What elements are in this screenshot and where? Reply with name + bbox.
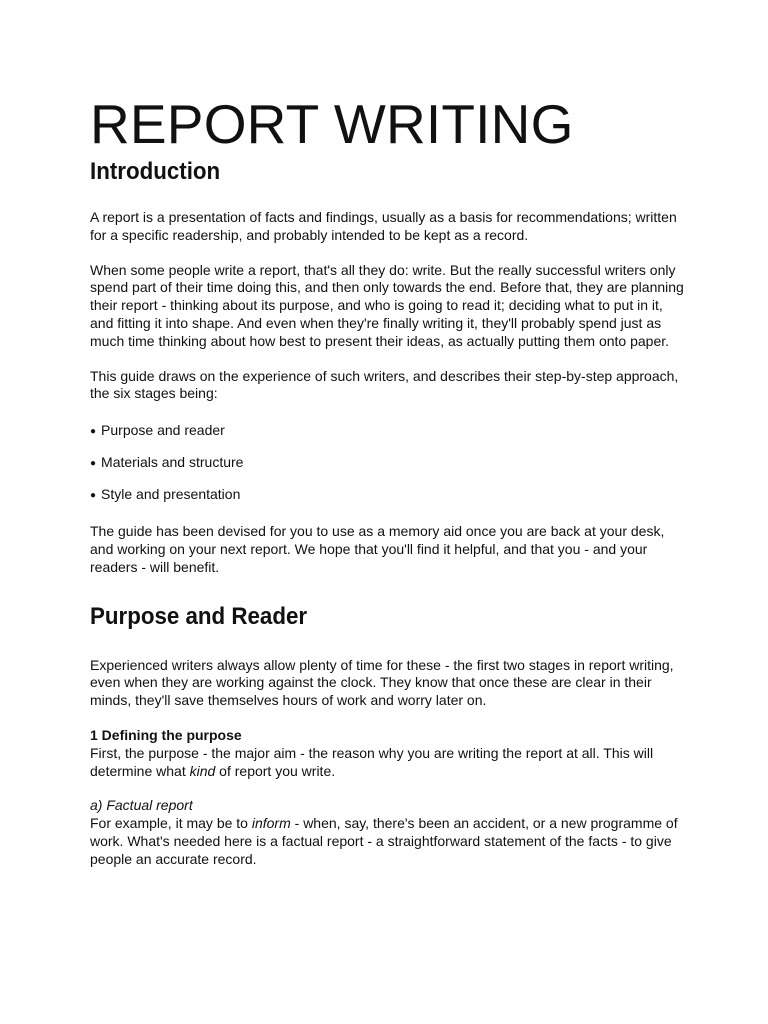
subsection-text-before: First, the purpose - the major aim - the reason why you are writing the report at all. This will determine what [90,744,654,779]
document-page [90,88,690,869]
bullet-icon: ● [90,458,97,470]
bullet-text: Style and presentation [101,486,241,503]
bullet-item [90,454,690,472]
factual-text-italic: inform [251,815,291,832]
bullet-item [90,486,690,504]
subsection-heading: 1 Defining the purpose [90,726,242,743]
factual-text-after: - when, say, there's been an accident, or a new programme of work. What's needed here is a factual report - a straightforward statement of the facts - to give people an accurate record. [90,815,678,867]
factual-text-before: For example, it may be to [90,815,252,832]
intro-paragraph-2: When some people write a report, that's all they do: write. But the really successful writers only spend part of their time doing this, and then only towards the end. Before that, they are planning their report - thinking about its purpose, and who is going to read it; deciding what to put in it, and fitting it into shape. And even when they're finally writing it, they'll probably spend just as much time thinking about how best to present their ideas, as actually putting them onto paper. [90,261,684,349]
subsection-paragraph [90,745,690,781]
intro-paragraph-4: The guide has been devised for you to use as a memory aid once you are back at your desk, and working on your next report. We hope that you'll find it helpful, and that you - and your readers - will benefit. [90,523,665,575]
bullet-item [90,422,690,440]
section-paragraph-1: Experienced writers always allow plenty of time for these - the first two stages in report writing, even when they are working against the clock. They know that once these are clear in their minds, they'll save themselves hours of work and worry later on. [90,656,674,709]
intro-paragraph-1: A report is a presentation of facts and findings, usually as a basis for recommendations; written for a specific readership, and probably intended to be kept as a record. [90,209,677,243]
section-heading: Purpose and Reader [90,602,308,630]
factual-report-paragraph [90,815,690,868]
introduction-heading: Introduction [90,158,221,185]
bullet-icon: ● [90,426,97,438]
subsection-text-italic: kind [189,762,216,779]
bullet-icon: ● [90,490,97,502]
factual-report-heading: a) Factual report [90,797,193,814]
subsection-text-after: of report you write. [215,762,336,779]
intro-paragraph-3: This guide draws on the experience of such writers, and describes their step-by-step approach, the six stages being: [90,367,679,402]
bullet-text: Materials and structure [101,454,244,471]
bullet-text: Purpose and reader [101,422,225,439]
page-title: REPORT WRITING [90,93,574,155]
